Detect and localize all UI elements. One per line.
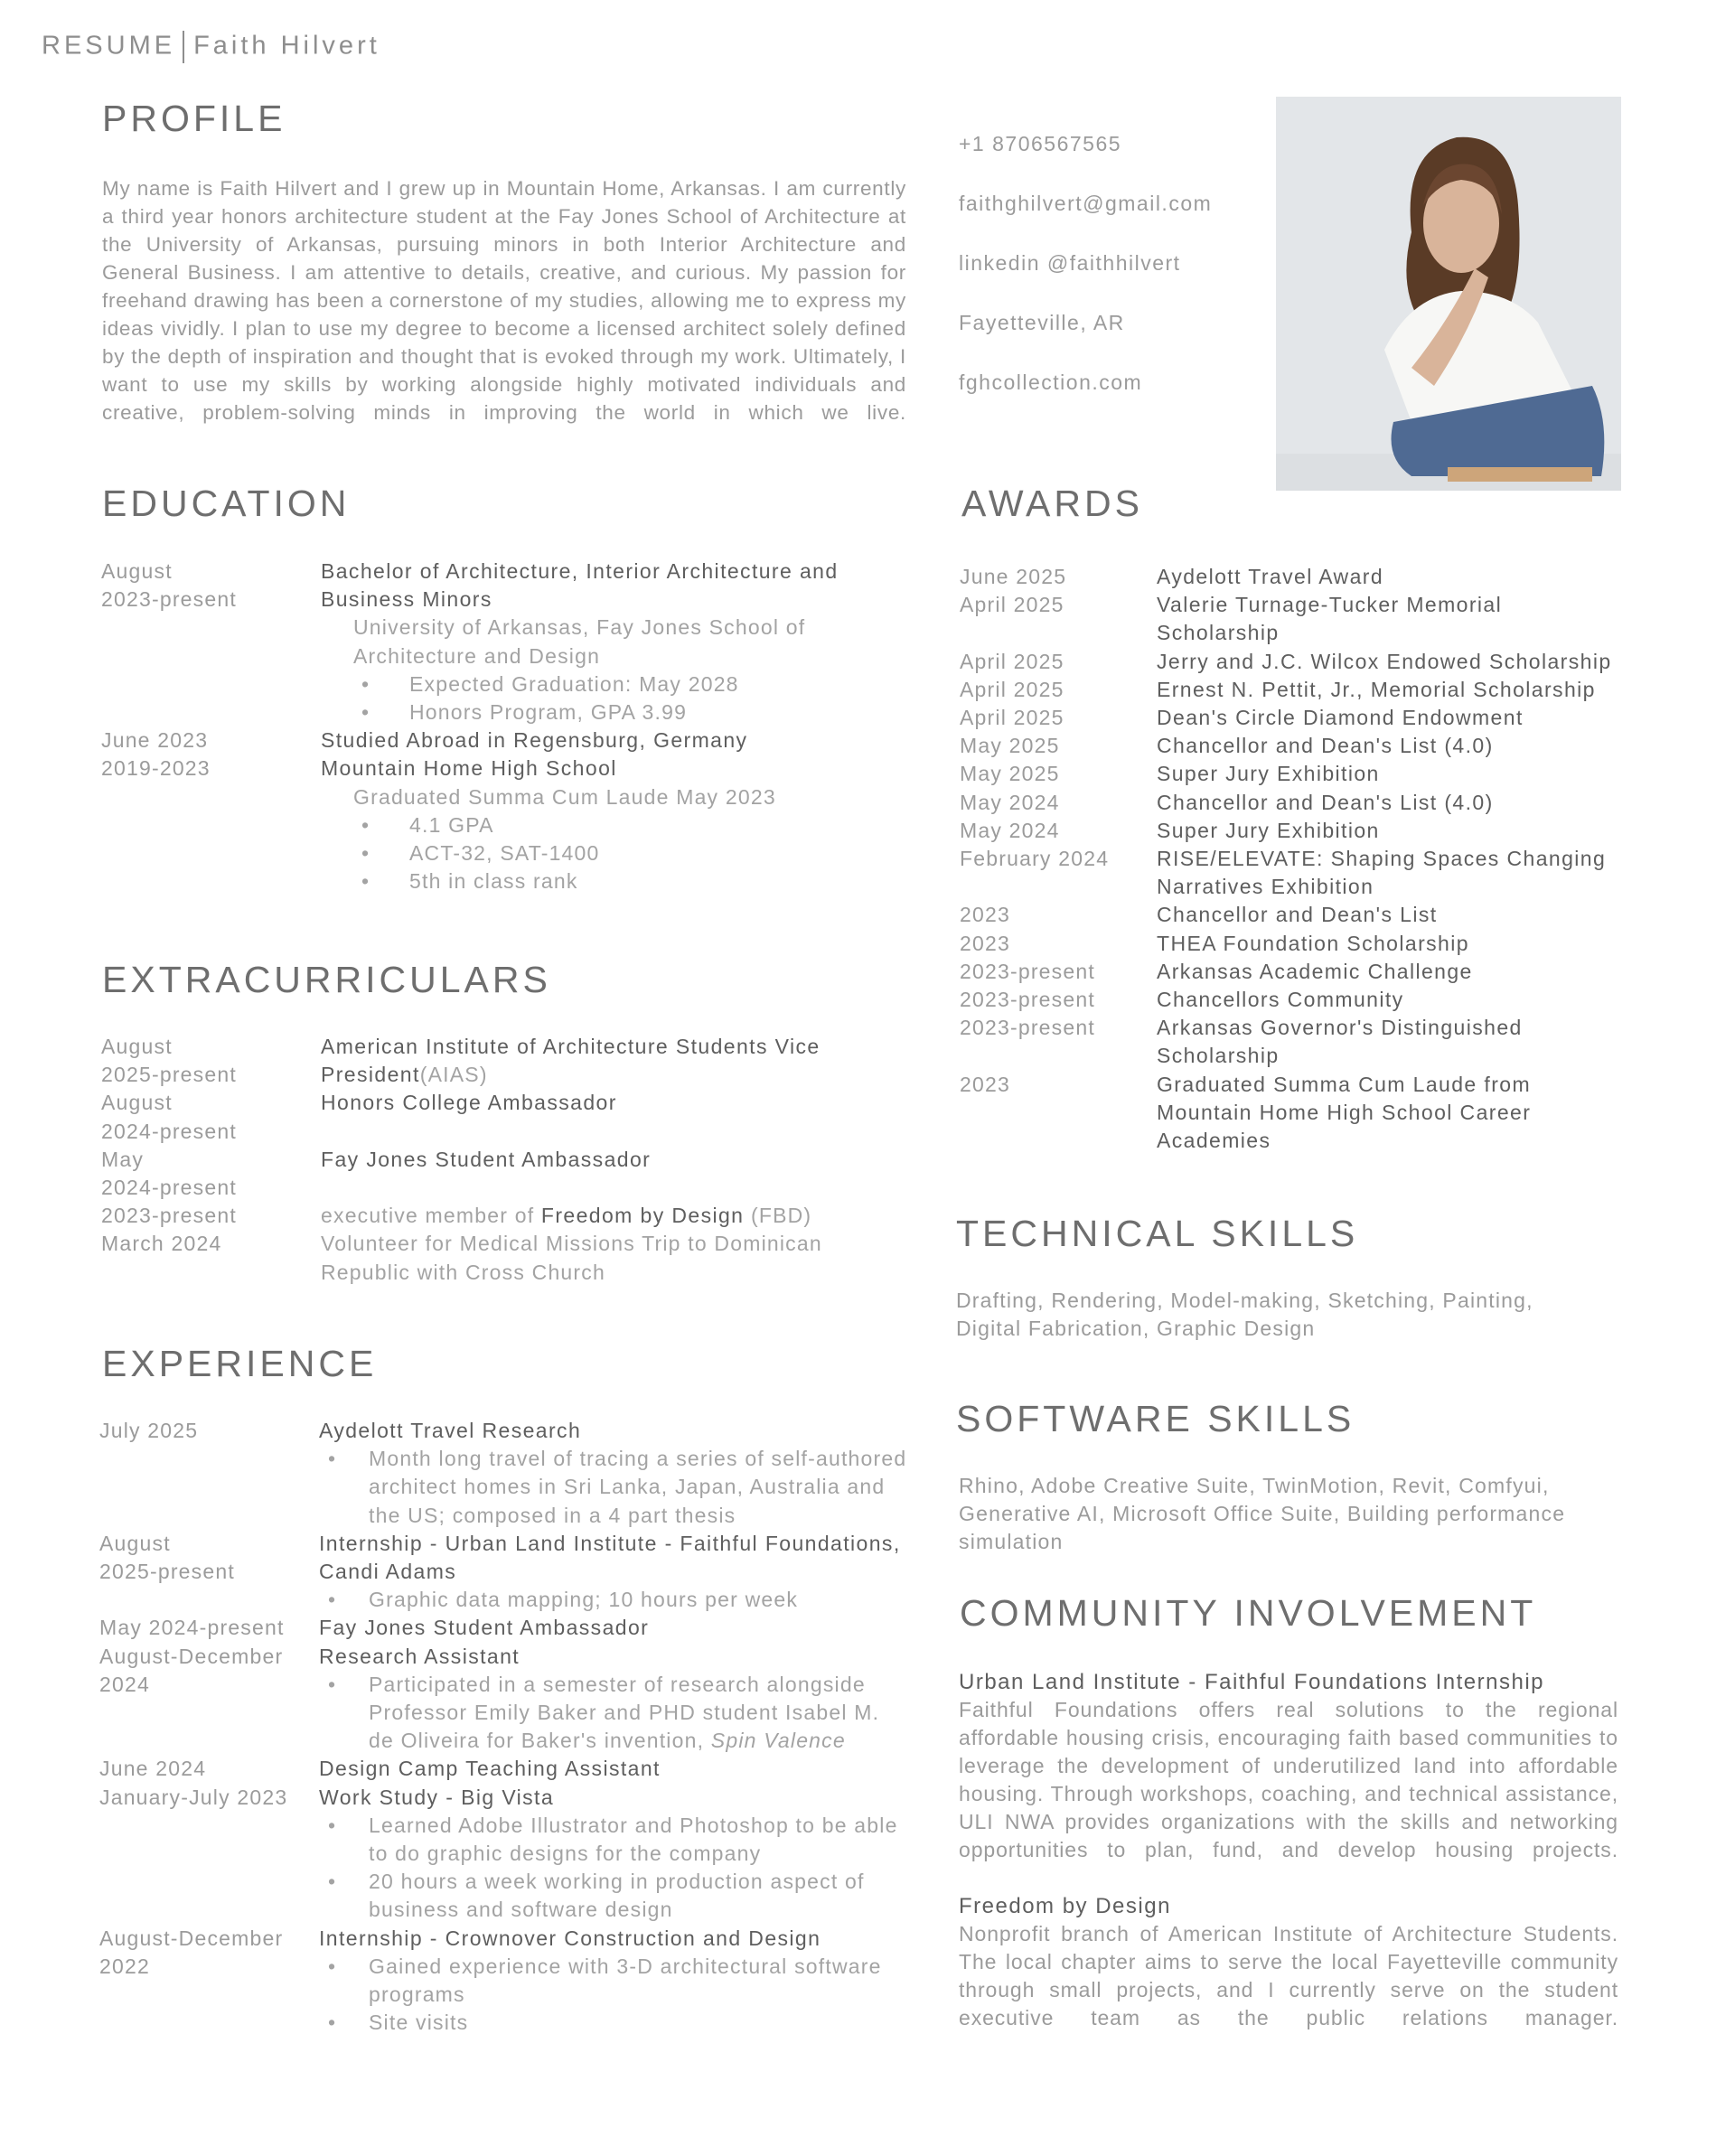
entry-date: August [101, 1091, 173, 1115]
experience-entry: August 2025-present Internship - Urban Land Institute - Faithful Foundations, Candi Adams • Graphic data mapping; 10 hours per week [99, 1530, 908, 1615]
bullet-item: • 5th in class rank [361, 869, 578, 894]
award-title: Arkansas Governor's Distinguished Scholarship [1157, 1016, 1523, 1068]
bullet-item: • Learned Adobe Illustrator and Photoshop to be able to do graphic designs for the company [328, 1813, 898, 1866]
experience-heading: EXPERIENCE [102, 1343, 378, 1384]
portrait-image [1276, 97, 1621, 491]
award-date: 2023-present [960, 988, 1095, 1012]
award-title: Arkansas Academic Challenge [1157, 959, 1473, 983]
education-heading: EDUCATION [102, 483, 351, 524]
award-entry [960, 676, 1628, 704]
award-title: Jerry and J.C. Wilcox Endowed Scholarship [1157, 649, 1612, 673]
award-entry [960, 845, 1628, 901]
award-title: Chancellor and Dean's List (4.0) [1157, 734, 1494, 758]
award-date: April 2025 [960, 706, 1064, 730]
award-title: Aydelott Travel Award [1157, 565, 1384, 588]
award-date: April 2025 [960, 593, 1064, 617]
entry-date: June 2023 [101, 728, 209, 753]
award-date: April 2025 [960, 677, 1064, 701]
award-date: April 2025 [960, 649, 1064, 673]
bullet-item: • Site visits [328, 2011, 469, 2035]
resume-header [42, 31, 380, 63]
entry-title: Work Study - Big Vista [319, 1785, 555, 1809]
experience-list [99, 1417, 908, 2037]
entry-title: Mountain Home High School [321, 756, 617, 781]
entry-title: Honors College Ambassador [321, 1091, 617, 1115]
entry-title: Fay Jones Student Ambassador [319, 1616, 650, 1640]
community-item-title: Urban Land Institute - Faithful Foundations Internship [959, 1670, 1544, 1694]
education-list [101, 558, 914, 895]
contact-location: Fayetteville, AR [959, 311, 1125, 334]
entry-date: July 2025 [99, 1419, 199, 1442]
bullet-item: • Month long travel of tracing a series of self-authored architect homes in Sri Lanka, Japan, Australia and the US; composed in a 4 part thesis [328, 1447, 907, 1527]
award-title: Chancellor and Dean's List (4.0) [1157, 790, 1494, 814]
entry-title: Aydelott Travel Research [319, 1419, 582, 1442]
extracurricular-entry [101, 1230, 914, 1286]
experience-entry [99, 1417, 908, 1530]
contact-phone: +1 8706567565 [959, 132, 1122, 155]
experience-entry: August-December 2022 Internship - Crownover Construction and Design • Gained experience with 3-D architectural software programs • Site visits [99, 1925, 908, 2038]
award-entry [960, 901, 1628, 929]
entry-date: June 2024 [99, 1757, 207, 1781]
entry-title: Research Assistant [319, 1644, 520, 1668]
entry-title: Internship - Urban Land Institute - Faithful Foundations, Candi Adams [319, 1531, 901, 1584]
entry-subtitle: Graduated Summa Cum Laude May 2023 [353, 784, 776, 809]
award-date: 2023 [960, 1072, 1010, 1096]
entry-date: 2019-2023 [101, 756, 211, 781]
awards-heading: AWARDS [961, 483, 1143, 524]
award-date: 2023-present [960, 959, 1095, 983]
award-entry [960, 958, 1628, 986]
entry-date: August [101, 1035, 173, 1058]
entry-date: May 2024-present [99, 1616, 285, 1640]
entry-title: Bachelor of Architecture, Interior Architecture and Business Minors [321, 559, 839, 612]
award-title: Graduated Summa Cum Laude from Mountain Home High School Career Academies [1157, 1072, 1532, 1153]
extracurricular-entry: 2023-present executive member of Freedom by Design (FBD) [101, 1202, 914, 1230]
extracurriculars-list [101, 1033, 914, 1287]
entry-title: Design Camp Teaching Assistant [319, 1757, 661, 1781]
award-title: Dean's Circle Diamond Endowment [1157, 706, 1524, 730]
award-date: May 2024 [960, 818, 1060, 842]
award-date: June 2025 [960, 565, 1067, 588]
experience-entry [99, 1755, 908, 1783]
bullet-item: • Expected Graduation: May 2028 [361, 671, 739, 696]
contact-website: fghcollection.com [959, 370, 1143, 394]
resume-name: Faith Hilvert [193, 31, 380, 61]
entry-title: Internship - Crownover Construction and Design [319, 1926, 821, 1950]
award-entry [960, 648, 1628, 676]
award-title: Valerie Turnage-Tucker Memorial Scholarship [1157, 593, 1503, 645]
profile-heading: PROFILE [102, 98, 286, 139]
bullet-item: • ACT-32, SAT-1400 [361, 841, 600, 866]
entry-date: March 2024 [101, 1232, 222, 1256]
awards-list [960, 563, 1628, 1155]
entry-title: American Institute of Architecture Students Vice President [321, 1035, 821, 1087]
entry-date: August-December [99, 1926, 284, 1950]
bullet-item: • Gained experience with 3-D architectural software programs [328, 1954, 882, 2007]
award-title: THEA Foundation Scholarship [1157, 931, 1469, 955]
community-item-text: Nonprofit branch of American Institute of Architecture Students. The local chapter aims to serve the local Fayetteville community through small projects, and I currently serve on the student executive team as the public relations manager. [959, 1922, 1618, 2029]
entry-subtitle: University of Arkansas, Fay Jones School of Architecture and Design [353, 615, 806, 668]
bullet-item: • 20 hours a week working in production aspect of business and software design [328, 1870, 865, 1922]
award-entry [960, 986, 1628, 1014]
entry-date: 2023-present [101, 1204, 237, 1228]
entry-date: August [101, 559, 173, 583]
header-divider [183, 31, 184, 63]
award-entry [960, 817, 1628, 845]
bullet-item: • 4.1 GPA [361, 812, 494, 837]
entry-date: January-July 2023 [99, 1785, 288, 1809]
award-title: Super Jury Exhibition [1157, 762, 1380, 786]
community-list [959, 1668, 1618, 2032]
award-date: 2023-present [960, 1016, 1095, 1040]
award-entry [960, 591, 1628, 647]
award-entry [960, 789, 1628, 817]
technical-skills-text: Drafting, Rendering, Model-making, Sketching, Painting, Digital Fabrication, Graphic Design [956, 1289, 1533, 1340]
entry-date: August [99, 1531, 171, 1555]
education-entry [101, 726, 914, 755]
contact-email: faithghilvert@gmail.com [959, 192, 1213, 215]
bullet-item: • Graphic data mapping; 10 hours per week [328, 1588, 799, 1612]
education-entry: August 2023-present Bachelor of Architecture, Interior Architecture and Business Minors University of Arkansas, Fay Jones School of Architecture and Design • Expected Graduation: May 2028 • Honors Program, GPA 3.99 [101, 558, 914, 726]
extracurricular-entry: August 2024-present Honors College Ambassador [101, 1089, 914, 1145]
entry-title: Studied Abroad in Regensburg, Germany [321, 728, 748, 753]
community-heading: COMMUNITY INVOLVEMENT [960, 1592, 1537, 1634]
contact-linkedin: linkedin @faithhilvert [959, 251, 1181, 275]
award-date: February 2024 [960, 847, 1110, 871]
entry-date: May [101, 1147, 145, 1171]
entry-title: Freedom by Design [540, 1204, 745, 1228]
award-entry [960, 1071, 1628, 1156]
experience-entry [99, 1614, 908, 1642]
award-entry [960, 760, 1628, 788]
award-entry [960, 563, 1628, 591]
award-date: 2023 [960, 903, 1010, 927]
profile-text: My name is Faith Hilvert and I grew up in Mountain Home, Arkansas. I am currently a third year honors architecture student at the Fay Jones School of Architecture at the University of Arkansas, pursuing minors in both Interior Architecture and General Business. I am attentive to details, creative, and curious. My passion for freehand drawing has been a cornerstone of my studies, allowing me to express my ideas vividly. I plan to use my degree to become a licensed architect solely defined by the depth of inspiration and thought that is evoked through my work. Ultimately, I want to use my skills by working alongside highly motivated individuals and creative, problem-solving minds in improving the world in which we live. [102, 177, 906, 424]
entry-title: Fay Jones Student Ambassador [321, 1147, 652, 1171]
award-title: Super Jury Exhibition [1157, 818, 1380, 842]
award-date: May 2024 [960, 790, 1060, 814]
bullet-item: • Honors Program, GPA 3.99 [361, 700, 688, 725]
extracurriculars-heading: EXTRACURRICULARS [102, 959, 551, 1000]
award-title: RISE/ELEVATE: Shaping Spaces Changing Narratives Exhibition [1157, 847, 1607, 899]
award-title: Ernest N. Pettit, Jr., Memorial Scholarship [1157, 677, 1596, 701]
resume-label: RESUME [42, 31, 176, 61]
education-entry [101, 755, 914, 895]
award-entry [960, 704, 1628, 732]
award-title: Chancellors Community [1157, 988, 1404, 1012]
award-title: Chancellor and Dean's List [1157, 903, 1438, 927]
experience-entry: August-December 2024 Research Assistant • Participated in a semester of research alongside Professor Emily Baker and PHD student Isabel M. de Oliveira for Baker's invention, Spin Valence [99, 1643, 908, 1756]
technical-skills-heading: TECHNICAL SKILLS [956, 1213, 1359, 1254]
award-entry [960, 930, 1628, 958]
entry-date: August-December [99, 1644, 284, 1668]
award-date: May 2025 [960, 762, 1060, 786]
award-entry [960, 1014, 1628, 1070]
software-skills-text: Rhino, Adobe Creative Suite, TwinMotion, Revit, Comfyui, Generative AI, Microsoft Office Suite, Building performance simulation [959, 1474, 1566, 1553]
software-skills-heading: SOFTWARE SKILLS [956, 1398, 1355, 1439]
community-item-title: Freedom by Design [959, 1894, 1171, 1918]
extracurricular-entry: August 2025-present American Institute of Architecture Students Vice President(AIAS) [101, 1035, 821, 1087]
award-date: 2023 [960, 931, 1010, 955]
extracurricular-entry: May 2024-present Fay Jones Student Ambassador [101, 1146, 914, 1202]
bullet-item: • Participated in a semester of research alongside Professor Emily Baker and PHD student Isabel M. de Oliveira for Baker's invention, Spin Valence [328, 1672, 880, 1753]
community-item-text: Faithful Foundations offers real solutions to the regional affordable housing crisis, encouraging faith based communities to leverage the development of underutilized land into affordable housing. Through workshops, coaching, and technical assistance, ULI NWA provides organizations with the skills and networking opportunities to plan, fund, and develop housing projects. [959, 1698, 1618, 1861]
contact-list [959, 132, 1212, 430]
award-date: May 2025 [960, 734, 1060, 758]
experience-entry [99, 1784, 908, 1925]
entry-text: Volunteer for Medical Missions Trip to Dominican Republic with Cross Church [321, 1232, 822, 1284]
award-entry [960, 732, 1628, 760]
profile-photo [1276, 97, 1621, 491]
